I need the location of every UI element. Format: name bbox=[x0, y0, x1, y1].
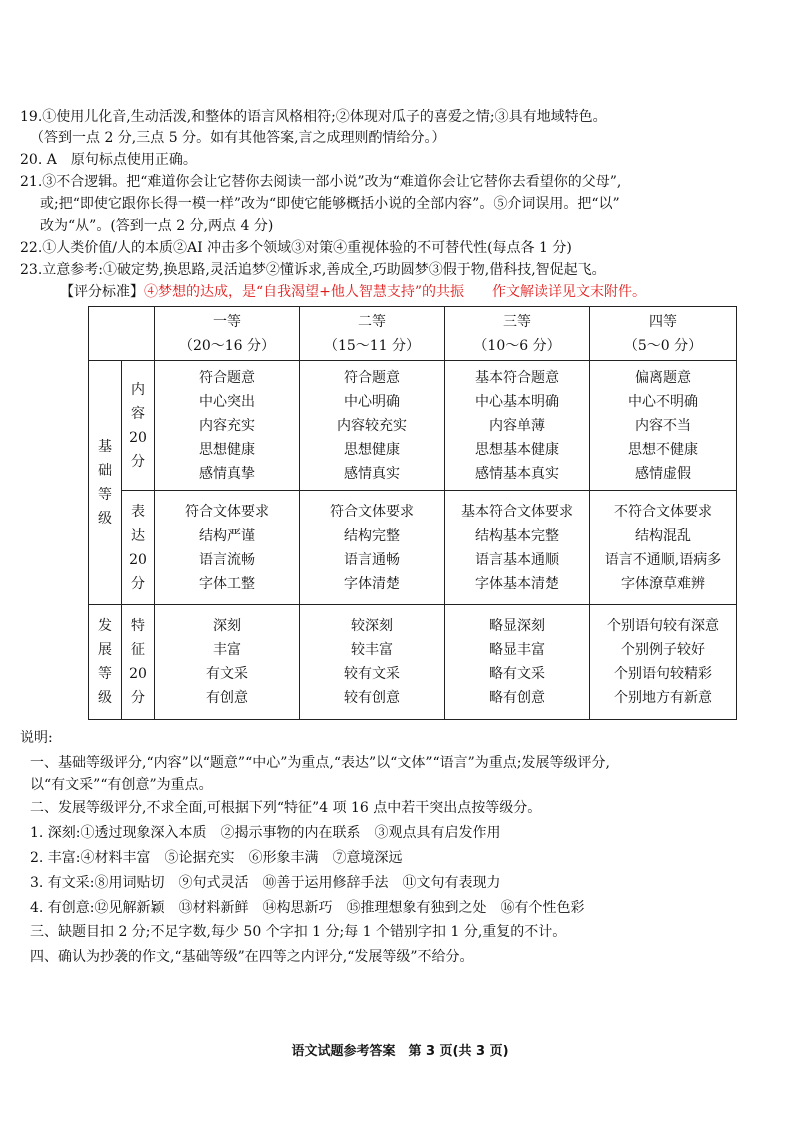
feature-detail-4: 4. 有创意:⑫见解新颖 ⑬材料新鲜 ⑭构思新巧 ⑮推理想象有独到之处 ⑯有个性色彩 bbox=[30, 900, 585, 916]
header-grade-4: 四等 （5～0 分） bbox=[590, 307, 737, 361]
scoring-red-note: ④梦想的达成，是“自我渴望+他人智慧支持”的共振 作文解读详见文末附件。 bbox=[144, 284, 647, 300]
header-grade-1: 一等 （20～16 分） bbox=[155, 307, 300, 361]
answer-22: 22.①人类价值/人的本质②AI 冲击多个领域③对策④重视体验的不可替代性(每点各 1 分) bbox=[20, 240, 572, 256]
content-label: 内 容 20 分 bbox=[122, 361, 155, 491]
scoring-standard-line bbox=[60, 281, 780, 303]
answer-20: 20. A 原句标点使用正确。 bbox=[20, 152, 197, 168]
expression-grade-1: 符合文体要求 结构严谨 语言流畅 字体工整 bbox=[155, 491, 300, 605]
table-row-feature bbox=[89, 605, 737, 720]
feature-detail-2: 2. 丰富:④材料丰富 ⑤论据充实 ⑥形象丰满 ⑦意境深远 bbox=[30, 850, 403, 866]
note-1-line-1: 一、基础等级评分,“内容”以“题意”“中心”为重点,“表达”以“文体”“语言”为重点;发展等级评分, bbox=[30, 755, 610, 771]
notes-title: 说明: bbox=[20, 730, 53, 746]
header-grade-3: 三等 （10～6 分） bbox=[445, 307, 590, 361]
content-grade-3: 基本符合题意 中心基本明确 内容单薄 思想基本健康 感情基本真实 bbox=[445, 361, 590, 491]
table-row-expression bbox=[89, 491, 737, 605]
page-footer: 语文试题参考答案 第 3 页(共 3 页) bbox=[291, 1044, 509, 1059]
basic-level-label: 基 础 等 级 bbox=[89, 361, 122, 605]
expression-label: 表 达 20 分 bbox=[122, 491, 155, 605]
development-level-label: 发 展 等 级 bbox=[89, 605, 122, 720]
feature-grade-2: 较深刻 较丰富 较有文采 较有创意 bbox=[300, 605, 445, 720]
answer-23: 23.立意参考:①破定势,换思路,灵活追梦②懂诉求,善成全,巧助圆梦③假于物,借科技,智促起飞。 bbox=[20, 262, 606, 278]
answer-19-line-1: 19.①使用儿化音,生动活泼,和整体的语言风格相符;②体现对瓜子的喜爱之情;③具有地域特色。 bbox=[20, 109, 607, 125]
answer-21-line-3: 改为“从”。(答到一点 2 分,两点 4 分) bbox=[40, 218, 274, 234]
table-row-content bbox=[89, 361, 737, 491]
feature-label: 特 征 20 分 bbox=[122, 605, 155, 720]
table-header-row bbox=[89, 307, 737, 361]
answer-21-line-1: 21.③不合逻辑。把“难道你会让它替你去阅读一部小说”改为“难道你会让它替你去看望你的父母”, bbox=[20, 174, 622, 190]
answer-19-line-2: （答到一点 2 分,三点 5 分。如有其他答案,言之成理则酌情给分。） bbox=[30, 130, 446, 146]
content-grade-1: 符合题意 中心突出 内容充实 思想健康 感情真挚 bbox=[155, 361, 300, 491]
note-2: 二、发展等级评分,不求全面,可根据下列“特征”4 项 16 点中若干突出点按等级分。 bbox=[30, 800, 542, 816]
note-4: 四、确认为抄袭的作文,“基础等级”在四等之内评分,“发展等级”不给分。 bbox=[30, 949, 474, 965]
content-grade-2: 符合题意 中心明确 内容较充实 思想健康 感情真实 bbox=[300, 361, 445, 491]
feature-grade-3: 略显深刻 略显丰富 略有文采 略有创意 bbox=[445, 605, 590, 720]
header-grade-2: 二等 （15～11 分） bbox=[300, 307, 445, 361]
scoring-label: 【评分标准】 bbox=[60, 284, 144, 300]
expression-grade-3: 基本符合文体要求 结构基本完整 语言基本通顺 字体基本清楚 bbox=[445, 491, 590, 605]
feature-detail-1: 1. 深刻:①透过现象深入本质 ②揭示事物的内在联系 ③观点具有启发作用 bbox=[30, 825, 501, 841]
feature-grade-4: 个别语句较有深意 个别例子较好 个别语句较精彩 个别地方有新意 bbox=[590, 605, 737, 720]
expression-grade-4: 不符合文体要求 结构混乱 语言不通顺,语病多 字体潦草难辨 bbox=[590, 491, 737, 605]
note-3: 三、缺题目扣 2 分;不足字数,每少 50 个字扣 1 分;每 1 个错别字扣 1 分,重复的不计。 bbox=[30, 924, 567, 940]
table-corner-cell bbox=[89, 307, 155, 361]
feature-detail-3: 3. 有文采:⑧用词贴切 ⑨句式灵活 ⑩善于运用修辞手法 ⑪文句有表现力 bbox=[30, 875, 501, 891]
answer-21-line-2: 或;把“即使它跟你长得一模一样”改为“即使它能够概括小说的全部内容”。⑤介词误用。把“以” bbox=[40, 196, 620, 212]
feature-grade-1: 深刻 丰富 有文采 有创意 bbox=[155, 605, 300, 720]
expression-grade-2: 符合文体要求 结构完整 语言通畅 字体清楚 bbox=[300, 491, 445, 605]
scoring-table bbox=[88, 306, 737, 720]
content-grade-4: 偏离题意 中心不明确 内容不当 思想不健康 感情虚假 bbox=[590, 361, 737, 491]
note-1-line-2: 以“有文采”“有创意”为重点。 bbox=[30, 777, 213, 793]
